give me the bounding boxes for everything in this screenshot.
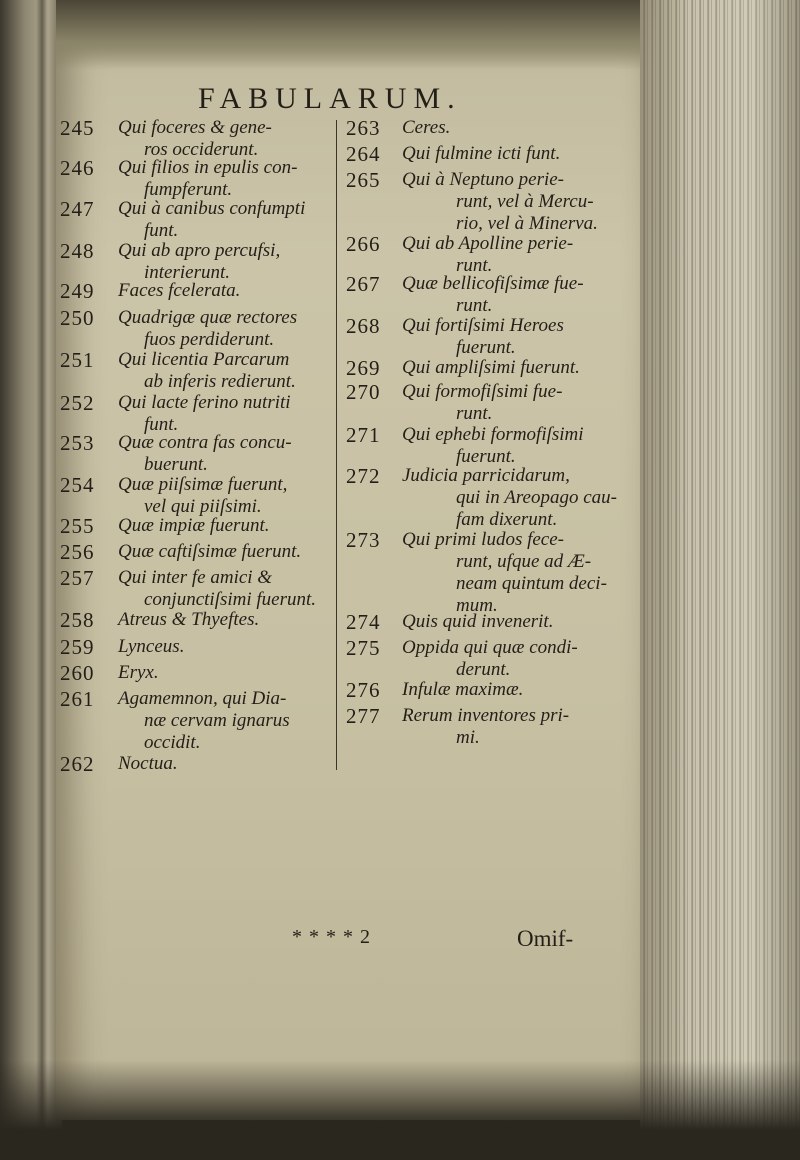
entry-text: Qui inter fe amici & xyxy=(118,567,273,588)
entry-number: 274 xyxy=(346,610,381,634)
entry-number: 254 xyxy=(60,473,95,497)
entry-text: funt. xyxy=(144,414,179,435)
entry-text: ab inferis redierunt. xyxy=(144,371,296,392)
entry-text: Quæ bellicofiſsimæ fue- xyxy=(402,273,584,294)
entry-text: Qui foceres & gene- xyxy=(118,117,272,138)
signature-mark: * * * * 2 xyxy=(292,926,371,948)
entry-text: Quæ contra fas concu- xyxy=(118,432,292,453)
entry-text: Quis quid invenerit. xyxy=(402,611,554,632)
entry-number: 250 xyxy=(60,306,95,330)
entry-text: qui in Areopago cau- xyxy=(456,487,617,508)
entry-number: 268 xyxy=(346,314,381,338)
entry-number: 253 xyxy=(60,431,95,455)
page-top-shadow xyxy=(56,0,656,70)
entry-number: 269 xyxy=(346,356,381,380)
entry-text: runt, ufque ad Æ- xyxy=(456,551,592,572)
footer-line xyxy=(292,926,612,954)
bottom-shadow xyxy=(0,1060,800,1160)
entry-text: vel qui piiſsimi. xyxy=(144,496,262,517)
entry-text: Qui primi ludos fece- xyxy=(402,529,565,550)
entry-text: Eryx. xyxy=(118,662,159,683)
entry-text: Qui lacte ferino nutriti xyxy=(118,392,291,413)
entry-text: Qui formofiſsimi fue- xyxy=(402,381,563,402)
column-divider xyxy=(336,120,337,770)
entry-text: Quæ piiſsimæ fuerunt, xyxy=(118,474,288,495)
entry-number: 249 xyxy=(60,279,95,303)
entry-number: 255 xyxy=(60,514,95,538)
entry-text: Qui ephebi formofiſsimi xyxy=(402,424,584,445)
entry-number: 261 xyxy=(60,687,95,711)
entry-number: 270 xyxy=(346,380,381,404)
entry-text: Qui ab apro percufsi, xyxy=(118,240,281,261)
entry-number: 265 xyxy=(346,168,381,192)
entry-number: 267 xyxy=(346,272,381,296)
entry-text: Qui à Neptuno perie- xyxy=(402,169,565,190)
entry-text: Rerum inventores pri- xyxy=(402,705,570,726)
entry-number: 262 xyxy=(60,752,95,776)
entry-text: runt. xyxy=(456,403,493,424)
entry-number: 251 xyxy=(60,348,95,372)
entry-number: 260 xyxy=(60,661,95,685)
entry-text: Qui licentia Parcarum xyxy=(118,349,290,370)
entry-text: Ceres. xyxy=(402,117,451,138)
entry-text: Agamemnon, qui Dia- xyxy=(118,688,287,709)
entry-text: funt. xyxy=(144,220,179,241)
entry-text: Judicia parricidarum, xyxy=(402,465,570,486)
entry-number: 252 xyxy=(60,391,95,415)
entry-text: buerunt. xyxy=(144,454,208,475)
catchword: Omif- xyxy=(517,926,574,951)
page-gutter xyxy=(36,0,48,1160)
entry-text: mum. xyxy=(456,595,498,616)
entry-text: Qui fulmine icti funt. xyxy=(402,143,561,164)
entry-text: Qui filios in epulis con- xyxy=(118,157,298,178)
entry-text: neam quintum deci- xyxy=(456,573,607,594)
entry-text: runt. xyxy=(456,295,493,316)
entry-number: 263 xyxy=(346,116,381,140)
entry-number: 258 xyxy=(60,608,95,632)
entry-text: rio, vel à Minerva. xyxy=(456,213,598,234)
entry-number: 259 xyxy=(60,635,95,659)
entry-text: Atreus & Thyeftes. xyxy=(118,609,260,630)
entry-text: Qui à canibus confumpti xyxy=(118,198,306,219)
entry-number: 276 xyxy=(346,678,381,702)
entry-number: 272 xyxy=(346,464,381,488)
entry-text: Lynceus. xyxy=(118,636,185,657)
entry-text: Faces fcelerata. xyxy=(118,280,241,301)
entry-number: 275 xyxy=(346,636,381,660)
entry-text: Quæ caftiſsimæ fuerunt. xyxy=(118,541,302,562)
facing-page-edge xyxy=(0,0,62,1160)
entry-text: Quæ impiæ fuerunt. xyxy=(118,515,270,536)
entry-number: 247 xyxy=(60,197,95,221)
page-edges-shadow xyxy=(640,0,800,1160)
entry-text: ros occiderunt. xyxy=(144,139,259,160)
entry-text: Oppida qui quæ condi- xyxy=(402,637,578,658)
entry-text: fam dixerunt. xyxy=(456,509,558,530)
entry-number: 245 xyxy=(60,116,95,140)
entry-number: 277 xyxy=(346,704,381,728)
entry-text: næ cervam ignarus xyxy=(144,710,290,731)
entry-number: 271 xyxy=(346,423,381,447)
entry-text: Qui ampliſsimi fuerunt. xyxy=(402,357,580,378)
entry-text: mi. xyxy=(456,727,480,748)
entry-text: interierunt. xyxy=(144,262,231,283)
entry-number: 246 xyxy=(60,156,95,180)
entry-text: fumpferunt. xyxy=(144,179,233,200)
entry-text: Infulæ maximæ. xyxy=(402,679,524,700)
entry-number: 257 xyxy=(60,566,95,590)
entry-number: 264 xyxy=(346,142,381,166)
entry-number: 248 xyxy=(60,239,95,263)
entry-text: Noctua. xyxy=(118,753,178,774)
entry-text: fuerunt. xyxy=(456,337,516,358)
entry-text: Qui ab Apolline perie- xyxy=(402,233,574,254)
entry-text: Quadrigæ quæ rectores xyxy=(118,307,298,328)
entry-text: fuos perdiderunt. xyxy=(144,329,275,350)
entry-text: runt, vel à Mercu- xyxy=(456,191,594,212)
entry-text: Qui fortiſsimi Heroes xyxy=(402,315,564,336)
entry-number: 266 xyxy=(346,232,381,256)
entry-text: fuerunt. xyxy=(456,446,516,467)
entry-number: 256 xyxy=(60,540,95,564)
entry-number: 273 xyxy=(346,528,381,552)
entry-text: derunt. xyxy=(456,659,511,680)
entry-text: conjunctiſsimi fuerunt. xyxy=(144,589,317,610)
entry-text: occidit. xyxy=(144,732,201,753)
entry-text: runt. xyxy=(456,255,493,276)
running-head: FABULARUM. xyxy=(198,82,462,115)
